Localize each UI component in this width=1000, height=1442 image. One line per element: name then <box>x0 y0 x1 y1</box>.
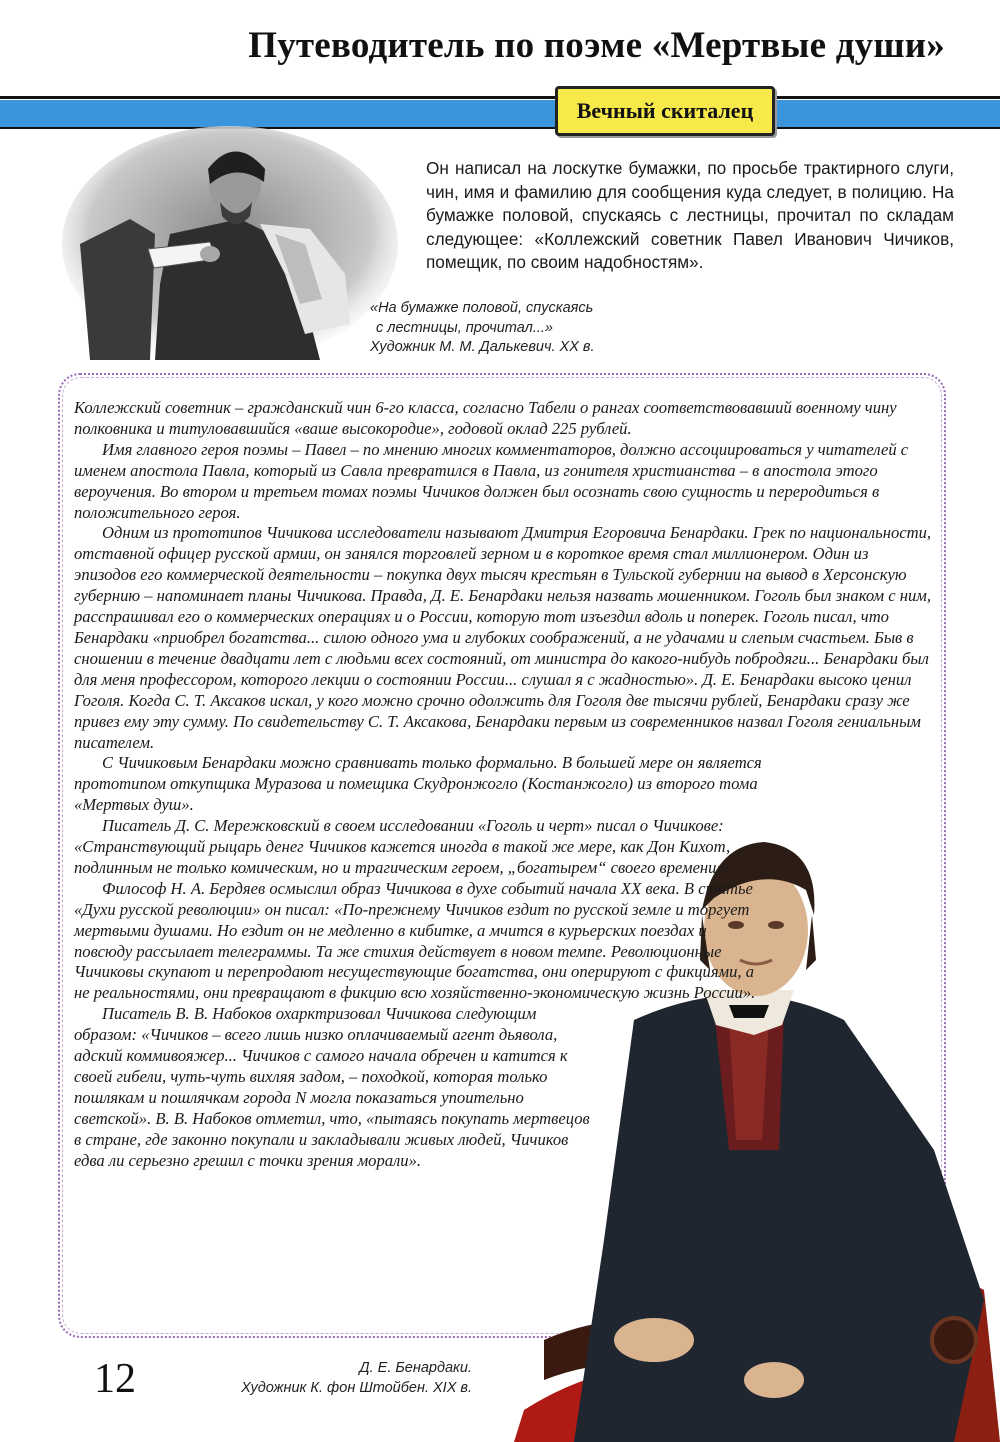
top-illustration-caption <box>370 299 670 358</box>
page-title: Путеводитель по поэме «Мертвые души» <box>248 25 945 66</box>
page-number: 12 <box>94 1356 136 1402</box>
portrait-caption-artist: Художник К. фон Штойбен. XIX в. <box>241 1380 472 1396</box>
top-caption-artist: Художник М. М. Далькевич. XX в. <box>370 339 595 355</box>
article-paragraph: Писатель В. В. Набоков охарктризовал Чичикова следующим образом: «Чичиков – всего лишь низко оплачиваемый агент дьявола, адский коммивояжер... Чичиков с самого начала обречен и катится к своей гибели, чуть-чуть вихляя задом, – походкой, которая только пошлякам и пошлячкам города N могла показаться упоительно светской». В. В. Набоков отметил, что, «пытаясь покупать мертвецов в стране, где законно покупали и закладывали живых людей, Чичиков едва ли серьезно грешил с точки зрения морали». <box>74 1004 590 1170</box>
intro-quote: Он написал на лоскутке бумажки, по просьбе трактирного слуги, чин, имя и фамилию для сообщения куда следует, в полицию. На бумажке половой, спускаясь с лестницы, прочитал по складам следующее: «Коллежский советник Павел Иванович Чичиков, помещик, по своим надобностям». <box>426 158 954 272</box>
article-body <box>74 398 934 1172</box>
article-paragraph: Писатель Д. С. Мережковский в своем исследовании «Гоголь и черт» писал о Чичикове: «Странствующий рыцарь денег Чичиков кажется иногда в такой же мере, как Дон Кихот, подлинным не только комическим, но и трагическим героем, „богатырем“ своего времени». <box>74 816 731 877</box>
article-paragraph: Имя главного героя поэмы – Павел – по мнению многих комментаторов, должно ассоциироваться у читателей с именем апостола Павла, который из Савла превратился в Павла, из гонителя христианства – в апостола этого вероучения. Во втором и третьем томах поэмы Чичиков должен был осознать свою сущность и переродиться в положительного героя. <box>74 439 909 522</box>
article-paragraph: С Чичиковым Бенардаки можно сравнивать только формально. В большей мере он является прототипом откупщика Муразова и помещика Скудронжогло (Костанжогло) из второго тома «Мертвых душ». <box>74 753 762 815</box>
top-caption-line: с лестницы, прочитал...» <box>376 319 553 336</box>
top-caption-line: «На бумажке половой, спускаясь <box>370 300 594 316</box>
header-band-rule <box>0 96 1000 99</box>
article-paragraph: Философ Н. А. Бердяев осмыслил образ Чичикова в духе событий начала XX века. В статье «Духи русской революции» он писал: «По-прежнему Чичиков ездит по русской земле и торгует мертвыми душами. Но ездит он не медленно в кибитке, а мчится в курьерских поездах и повсюду рассылает телеграммы. Та же стихия действует в новом темпе. Революционные Чичиковы скупают и перепродают несуществующие богатства, они оперируют с фикциями, а не реальностями, они превращают в фикцию всю хозяйственно-экономическую жизнь России». <box>74 878 756 1003</box>
article-paragraph: Одним из прототипов Чичикова исследователи называют Дмитрия Егоровича Бенардаки. Грек по национальности, отставной офицер русской армии, он занялся торговлей зерном и в короткое время стал миллионером. Один из эпизодов его коммерческой деятельности – покупка двух тысяч крестьян в Тульской губернии на вывод в Херсонскую губернию – напоминает планы Чичикова. Правда, Д. Е. Бенардаки нельзя назвать мошенником. Гоголь был знаком с ним, расспрашивал его о коммерческих операциях и о России, которую тот изъездил вдоль и поперек. Гоголь писал, что Бенардаки «приобрел богатства... силою одного ума и глубоких соображений, а не удачами и слепым счастьем. Быв в сношении в течение двадцати лет с людьми всех состояний, от министра до какого-нибудь побродяги... Бенардаки был для меня профессором, которого лекции о состоянии России... слушал я с жадностью». Д. Е. Бенардаки высоко ценил Гоголя. Когда С. Т. Аксаков искал, у кого можно срочно одолжить для Гоголя две тысячи рублей, Бенардаки сразу же привез ему эту сумму. По свидетельству С. Т. Аксакова, Бенардаки первым из современников назвал Гоголя гениальным писателем. <box>74 523 932 752</box>
portrait-caption <box>241 1358 472 1398</box>
section-tag: Вечный скиталец <box>555 86 775 136</box>
illustration-man-reading-note <box>60 124 400 360</box>
portrait-caption-name: Д. Е. Бенардаки. <box>359 1360 472 1376</box>
article-paragraph: Коллежский советник – гражданский чин 6-го класса, согласно Табели о рангах соответствовавший военному чину полковника и титуловавшийся «ваше высокородие», годовой оклад 225 рублей. <box>74 398 897 438</box>
